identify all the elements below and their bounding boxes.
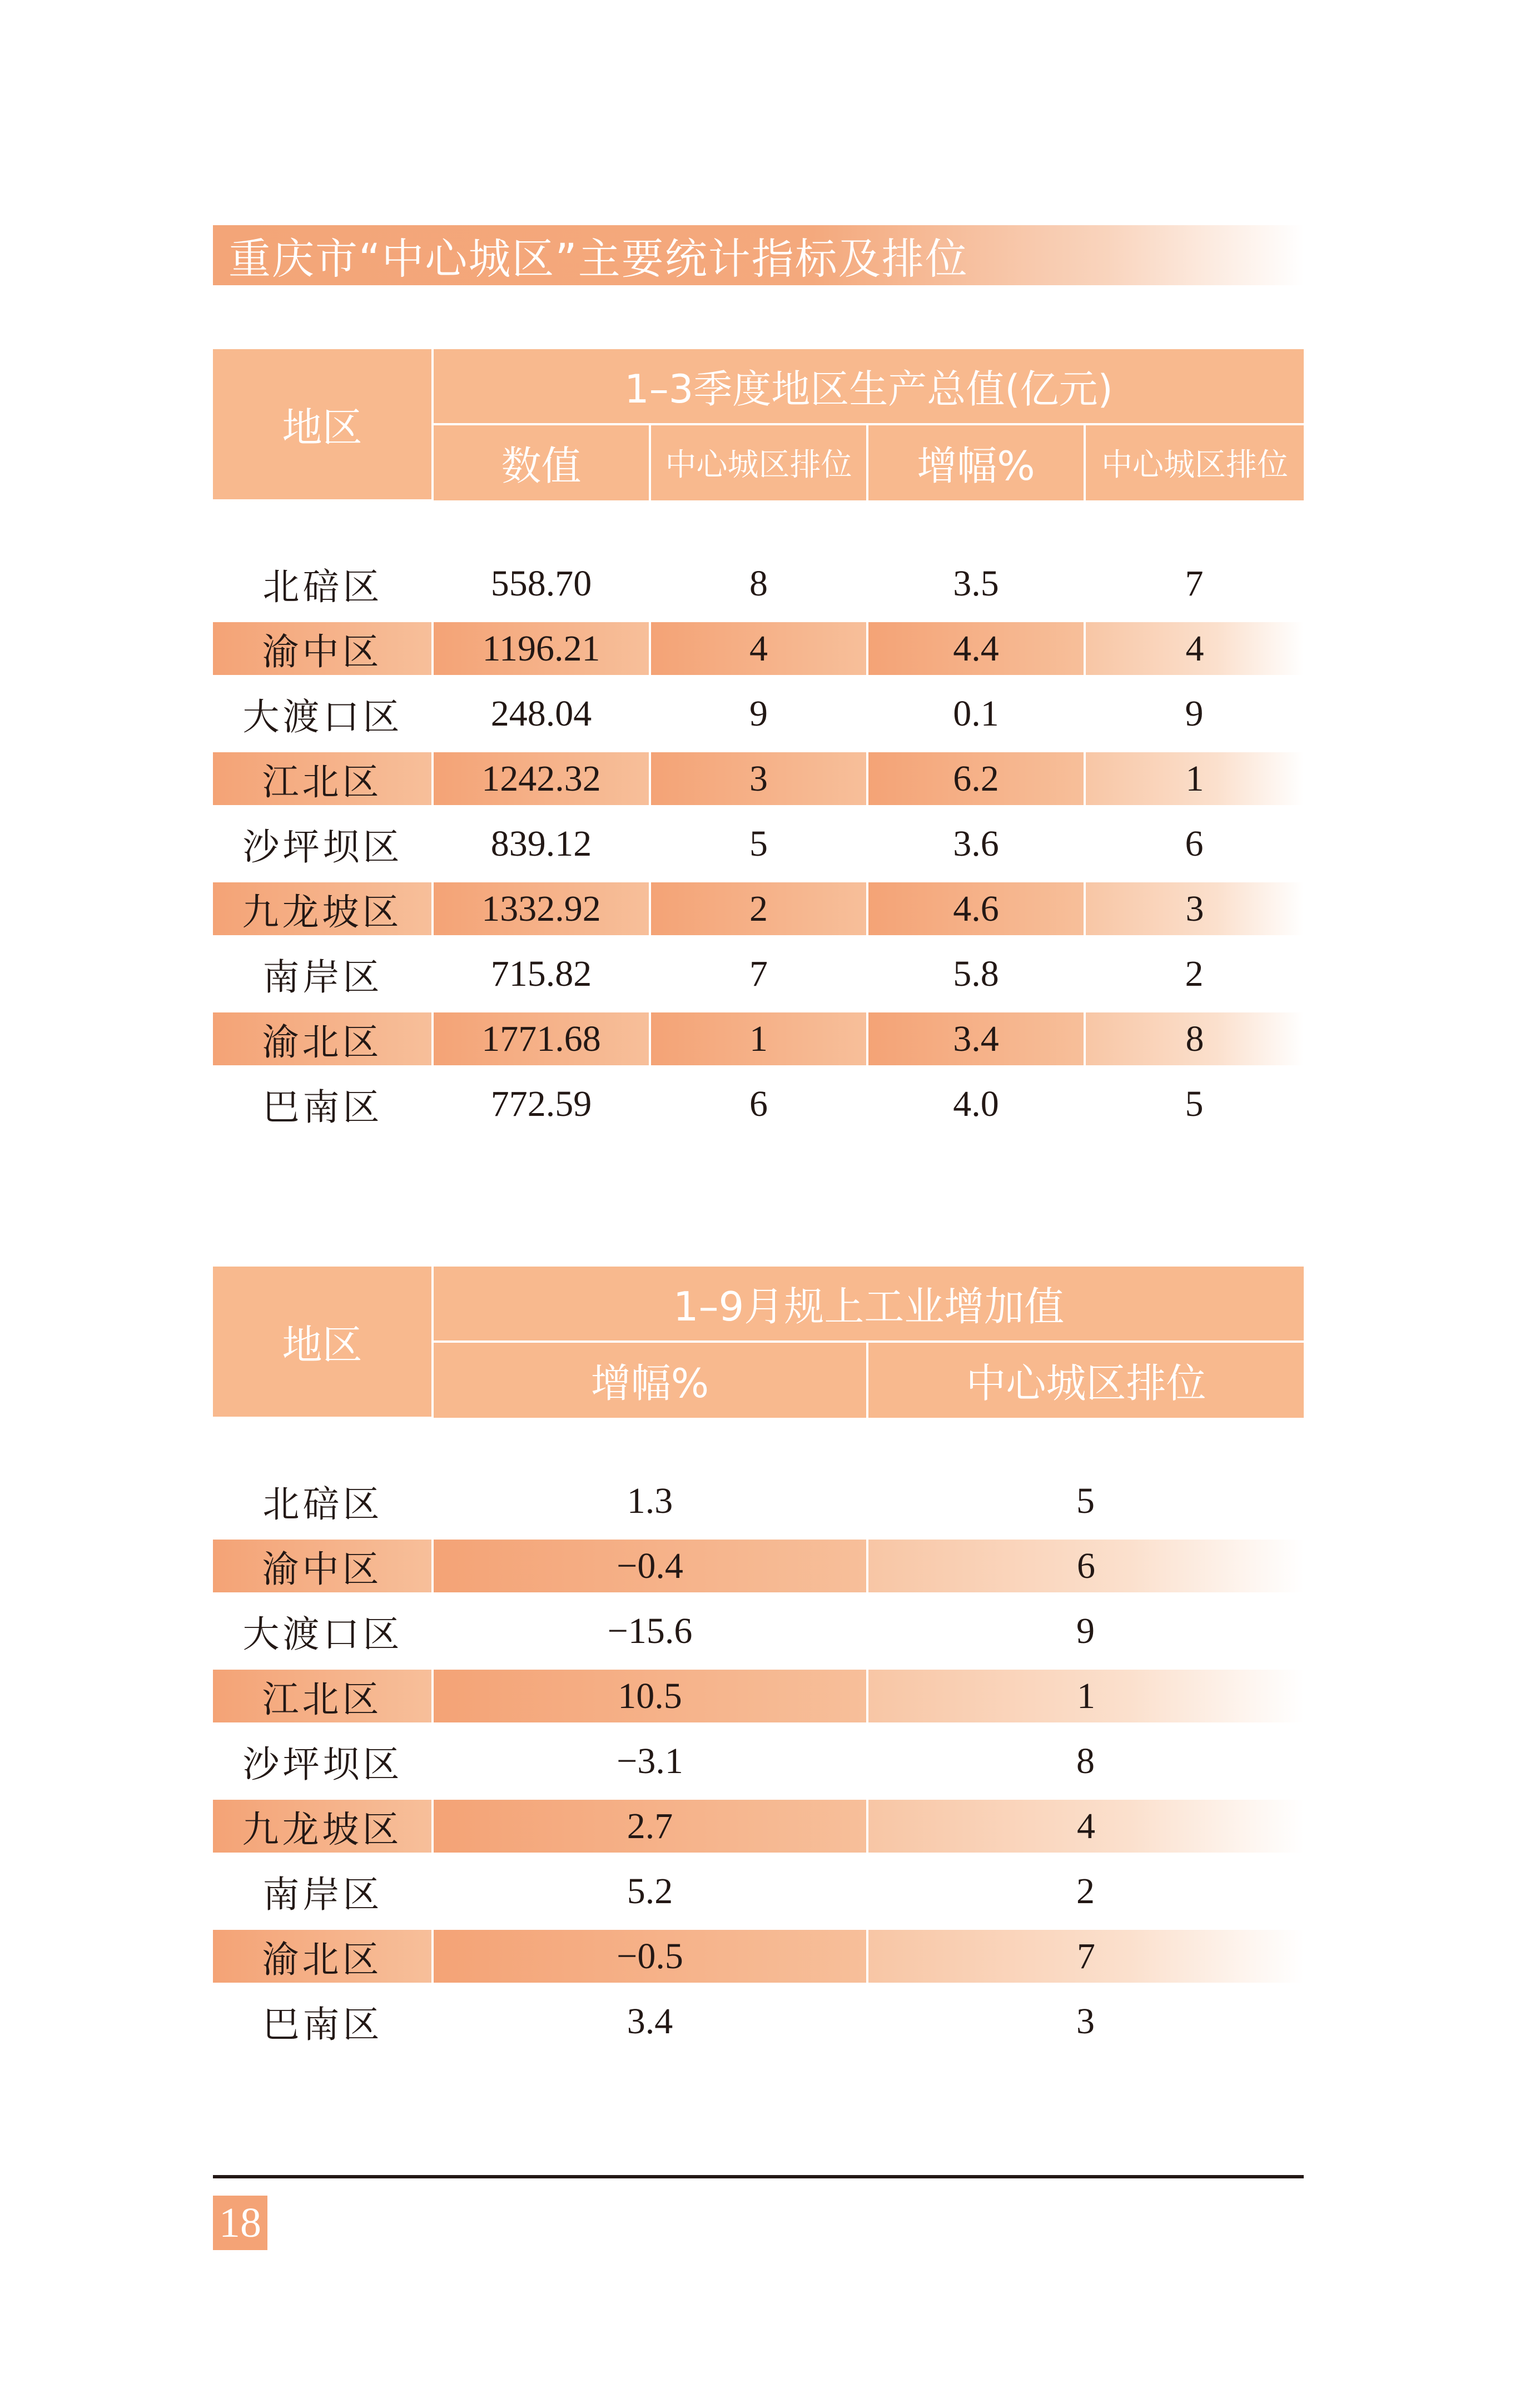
table-row — [213, 675, 1304, 752]
gdp-value: 1771.68 — [433, 1012, 650, 1065]
table-row — [213, 1853, 1304, 1930]
industry-table — [213, 1267, 1304, 2060]
region-name: 渝中区 — [213, 622, 433, 675]
gdp-growth: 4.4 — [867, 622, 1085, 675]
region-name: 沙坪坝区 — [242, 826, 403, 868]
gdp-value-rank: 1 — [650, 1012, 867, 1065]
table-row — [213, 1540, 1304, 1592]
gdp-value-rank: 4 — [650, 622, 867, 675]
table-row — [213, 882, 1304, 935]
industry-growth: 2.7 — [433, 1800, 867, 1853]
table-row — [213, 1930, 1304, 1983]
region-name: 巴南区 — [262, 2003, 383, 2046]
gdp-growth: 4.0 — [953, 1083, 999, 1124]
gdp-value-rank: 6 — [749, 1083, 768, 1124]
gdp-value-rank: 2 — [650, 882, 867, 935]
growth-header: 增幅% — [867, 424, 1085, 500]
gdp-value-rank: 9 — [749, 693, 768, 734]
industry-rank: 5 — [1076, 1480, 1095, 1521]
region-name: 北碚区 — [262, 1483, 383, 1526]
region-name: 渝北区 — [213, 1930, 433, 1983]
gdp-value: 1332.92 — [433, 882, 650, 935]
region-name: 渝中区 — [213, 1540, 433, 1592]
table-row — [213, 1462, 1304, 1540]
value-header: 数值 — [433, 424, 650, 500]
table-row — [213, 622, 1304, 675]
region-header: 地区 — [213, 1267, 433, 1418]
industry-group-header: 1–9月规上工业增加值 — [433, 1267, 1304, 1342]
growth-header: 增幅% — [433, 1342, 867, 1418]
gdp-table — [213, 349, 1304, 1143]
table-row — [213, 935, 1304, 1012]
region-name: 九龙坡区 — [213, 882, 433, 935]
gdp-value: 772.59 — [490, 1083, 592, 1124]
region-name: 巴南区 — [262, 1086, 383, 1129]
footer-rule — [213, 2175, 1304, 2178]
region-header: 地区 — [213, 349, 433, 500]
region-name: 九龙坡区 — [213, 1800, 433, 1853]
gdp-growth-rank: 2 — [1185, 953, 1204, 994]
region-name: 沙坪坝区 — [242, 1743, 403, 1786]
table-row — [213, 1983, 1304, 2060]
region-name: 大渡口区 — [242, 696, 403, 738]
value-rank-header: 中心城区排位 — [650, 424, 867, 500]
table-row — [213, 1065, 1304, 1143]
table-row — [213, 1012, 1304, 1065]
industry-growth: 3.4 — [627, 2000, 673, 2042]
gdp-value: 715.82 — [490, 953, 592, 994]
table-row — [213, 752, 1304, 805]
industry-growth: −0.4 — [433, 1540, 867, 1592]
industry-growth: 5.2 — [627, 1870, 673, 1911]
industry-growth: −15.6 — [607, 1610, 693, 1651]
gdp-growth: 3.5 — [953, 563, 999, 604]
table-row — [213, 545, 1304, 622]
industry-rank: 4 — [867, 1800, 1304, 1853]
gdp-value-rank: 5 — [749, 823, 768, 864]
industry-rank: 9 — [1076, 1610, 1095, 1651]
region-name: 渝北区 — [213, 1012, 433, 1065]
gdp-value: 558.70 — [490, 563, 592, 604]
region-name: 南岸区 — [262, 956, 383, 999]
industry-rank: 3 — [1076, 2000, 1095, 2042]
industry-rank: 1 — [867, 1670, 1304, 1722]
gdp-growth-rank: 4 — [1085, 622, 1304, 675]
industry-growth: 10.5 — [433, 1670, 867, 1722]
gdp-growth-rank: 6 — [1185, 823, 1204, 864]
gdp-value-rank: 3 — [650, 752, 867, 805]
gdp-value: 1196.21 — [433, 622, 650, 675]
industry-rank: 2 — [1076, 1870, 1095, 1911]
region-name: 江北区 — [213, 1670, 433, 1722]
region-name: 江北区 — [213, 752, 433, 805]
industry-growth: −0.5 — [433, 1930, 867, 1983]
gdp-growth: 5.8 — [953, 953, 999, 994]
gdp-growth-rank: 8 — [1085, 1012, 1304, 1065]
gdp-growth: 4.6 — [867, 882, 1085, 935]
gdp-growth: 3.6 — [953, 823, 999, 864]
gdp-growth: 6.2 — [867, 752, 1085, 805]
gdp-value: 839.12 — [490, 823, 592, 864]
rank-header: 中心城区排位 — [867, 1342, 1304, 1418]
gdp-growth: 0.1 — [953, 693, 999, 734]
title-bar — [213, 225, 1304, 285]
region-name: 北碚区 — [262, 565, 383, 608]
growth-rank-header: 中心城区排位 — [1085, 424, 1304, 500]
industry-rank: 7 — [867, 1930, 1304, 1983]
industry-growth: 1.3 — [627, 1480, 673, 1521]
gdp-value: 248.04 — [490, 693, 592, 734]
industry-growth: −3.1 — [617, 1740, 683, 1781]
gdp-growth-rank: 7 — [1185, 563, 1204, 604]
table-row — [213, 1592, 1304, 1670]
region-name: 南岸区 — [262, 1873, 383, 1916]
gdp-growth-rank: 3 — [1085, 882, 1304, 935]
page-title: 重庆市“中心城区”主要统计指标及排位 — [228, 234, 968, 284]
table-row — [213, 1800, 1304, 1853]
gdp-growth: 3.4 — [867, 1012, 1085, 1065]
gdp-growth-rank: 9 — [1185, 693, 1204, 734]
table-row — [213, 805, 1304, 882]
region-name: 大渡口区 — [242, 1613, 403, 1656]
industry-rank: 6 — [867, 1540, 1304, 1592]
page-number: 18 — [213, 2196, 267, 2250]
gdp-growth-rank: 5 — [1185, 1083, 1204, 1124]
gdp-value: 1242.32 — [433, 752, 650, 805]
table-row — [213, 1670, 1304, 1722]
gdp-group-header: 1–3季度地区生产总值(亿元) — [433, 349, 1304, 424]
gdp-value-rank: 7 — [749, 953, 768, 994]
table-row — [213, 1722, 1304, 1800]
industry-rank: 8 — [1076, 1740, 1095, 1781]
gdp-value-rank: 8 — [749, 563, 768, 604]
gdp-growth-rank: 1 — [1085, 752, 1304, 805]
